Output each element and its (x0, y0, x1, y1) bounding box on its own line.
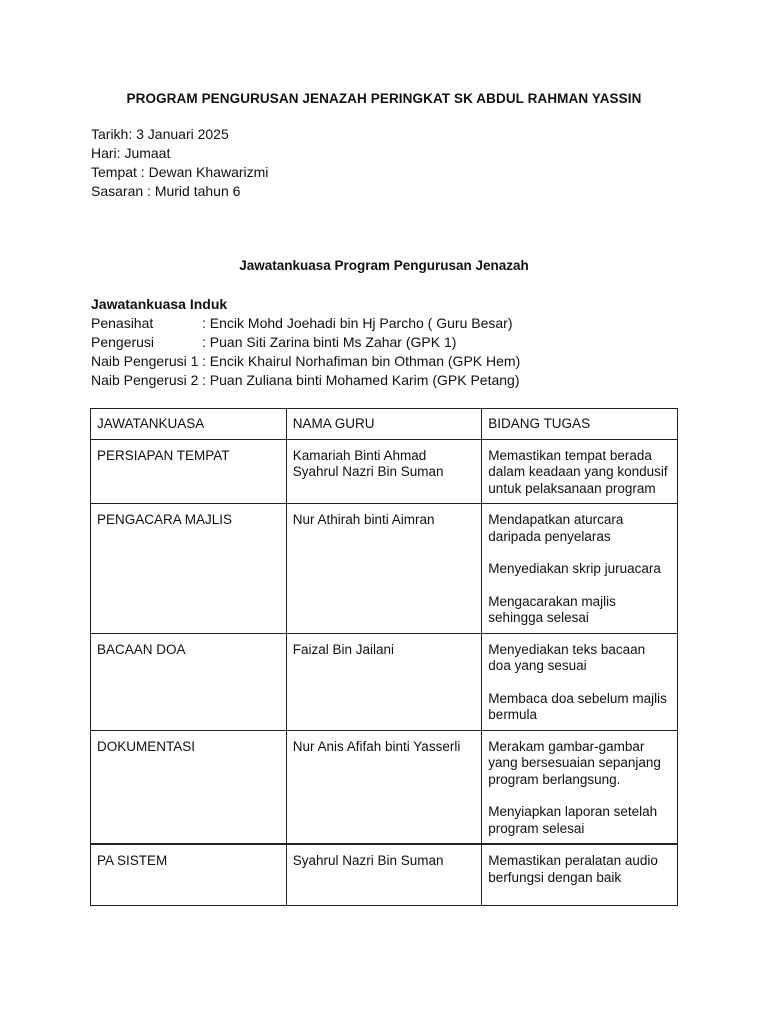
duty-text: Membaca doa sebelum majlis bermula (488, 690, 667, 722)
table-header-row (91, 409, 678, 440)
table-row (91, 633, 678, 730)
committee-cell: PERSIAPAN TEMPAT (91, 439, 287, 504)
committee-cell: BACAAN DOA (91, 633, 287, 730)
duties-cell (482, 633, 678, 730)
duty-text: Mengacarakan majlis sehingga selesai (488, 593, 616, 625)
member-role: Naib Pengerusi 2 (91, 372, 199, 388)
duty-text: Menyediakan skrip juruacara (488, 561, 661, 576)
committee-cell: PA SISTEM (91, 844, 287, 906)
duty-text: Mendapatkan aturcara daripada penyelaras (488, 512, 624, 544)
teacher-name: Nur Athirah binti Aimran (292, 512, 435, 527)
document-title: PROGRAM PENGURUSAN JENAZAH PERINGKAT SK ABDUL RAHMAN YASSIN (126, 91, 642, 106)
teacher-name: Kamariah Binti Ahmad (292, 447, 427, 463)
duties-cell (482, 439, 678, 504)
member-name: : Encik Mohd Joehadi bin Hj Parcho ( Guru Besar) (202, 315, 513, 331)
header-teacher: NAMA GURU (286, 409, 482, 440)
committee-member (91, 314, 520, 333)
teacher-cell (286, 633, 482, 730)
duty-text: Merakam gambar-gambar yang bersesuaian sepanjang program berlangsung. (488, 738, 661, 787)
table-row (91, 439, 678, 504)
member-name: : Puan Siti Zarina binti Ms Zahar (GPK 1) (202, 334, 457, 350)
teacher-cell (286, 439, 482, 504)
main-committee-heading: Jawatankuasa Induk (91, 296, 228, 312)
teacher-cell (286, 504, 482, 634)
member-role: Naib Pengerusi 1 (91, 353, 199, 369)
duties-cell (482, 844, 678, 906)
committee-cell: DOKUMENTASI (91, 730, 287, 844)
table-row (91, 844, 678, 906)
member-role: Penasihat (91, 315, 154, 331)
committee-member (91, 371, 520, 390)
main-committee (91, 295, 520, 390)
info-day: Hari: Jumaat (91, 145, 171, 161)
committee-section-title: Jawatankuasa Program Pengurusan Jenazah (239, 258, 529, 273)
committee-table (90, 408, 678, 906)
header-committee: JAWATANKUASA (91, 409, 287, 440)
duty-text: Menyiapkan laporan setelah program selesai (488, 804, 658, 836)
duties-cell (482, 730, 678, 844)
teacher-name: Faizal Bin Jailani (292, 641, 395, 657)
table-row (91, 730, 678, 844)
duty-text: Memastikan peralatan audio berfungsi dengan baik (488, 853, 658, 885)
table-row (91, 504, 678, 634)
info-target: Sasaran : Murid tahun 6 (91, 183, 241, 199)
teacher-cell (286, 844, 482, 906)
teacher-name: Syahrul Nazri Bin Suman (292, 853, 444, 868)
member-role: Pengerusi (91, 334, 155, 350)
duties-cell (482, 504, 678, 634)
committee-member (91, 352, 520, 371)
teacher-cell (286, 730, 482, 844)
info-date: Tarikh: 3 Januari 2025 (91, 126, 229, 142)
member-name: : Encik Khairul Norhafiman bin Othman (GPK Hem) (202, 353, 521, 369)
header-duties: BIDANG TUGAS (482, 409, 678, 440)
teacher-name: Nur Anis Afifah binti Yasserli (292, 738, 461, 754)
committee-member (91, 333, 520, 352)
info-venue: Tempat : Dewan Khawarizmi (91, 164, 269, 180)
member-name: : Puan Zuliana binti Mohamed Karim (GPK Petang) (202, 372, 520, 388)
committee-cell: PENGACARA MAJLIS (91, 504, 287, 634)
duty-text: Memastikan tempat berada dalam keadaan yang kondusif untuk pelaksanaan program (488, 447, 668, 496)
teacher-name: Syahrul Nazri Bin Suman (292, 464, 444, 479)
duty-text: Menyediakan teks bacaan doa yang sesuai (488, 641, 646, 673)
program-info (91, 125, 268, 201)
